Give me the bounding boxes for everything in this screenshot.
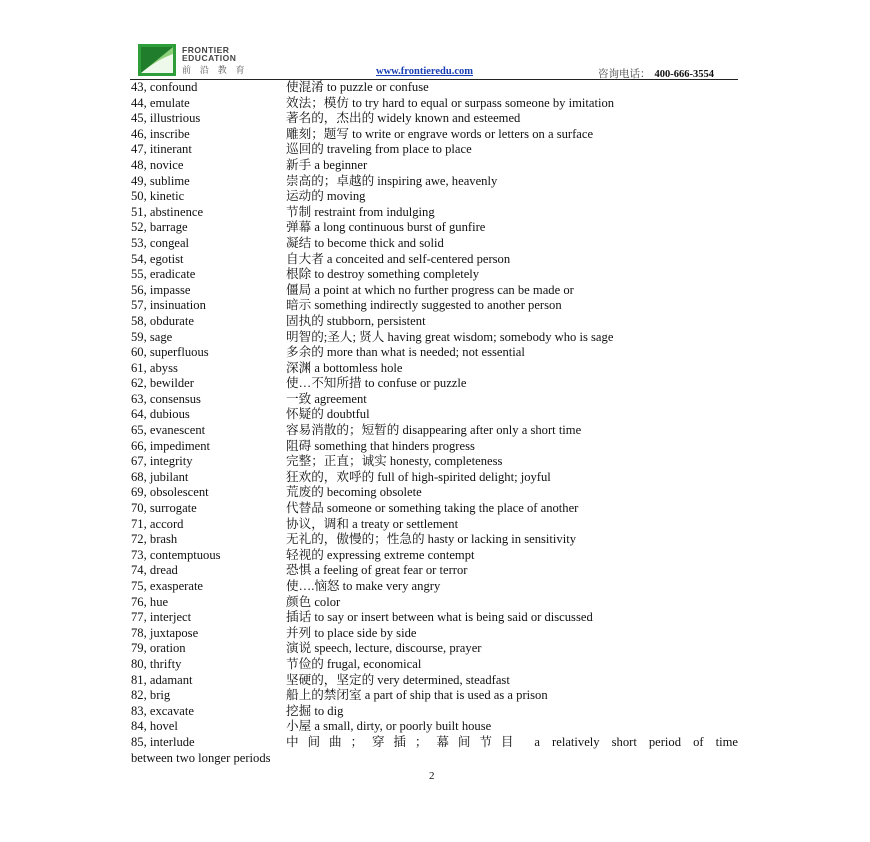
frontier-education-logo [138,44,310,76]
list-item [131,252,739,268]
list-item [131,314,739,330]
list-item [131,610,739,626]
entry-definition: 雕刻；题写 to write or engrave words or letters on a surface [286,126,594,141]
entry-word: 68, jubilant [131,469,189,484]
entry-word: 60, superfluous [131,345,209,360]
entry-word: 46, inscribe [131,126,190,141]
entry-word: 78, juxtapose [131,625,199,640]
entry-definition: 无礼的，傲慢的；性急的 hasty or lacking in sensitivity [286,532,576,547]
list-item [131,330,739,346]
entry-definition: 节俭的 frugal, economical [286,656,422,671]
entry-definition: 著名的，杰出的 widely known and esteemed [286,111,521,126]
list-item [131,595,739,611]
entry-word: 83, excavate [131,703,194,718]
entry-word: 67, integrity [131,454,193,469]
list-item [131,485,739,501]
list-item [131,548,739,564]
entry-word: 77, interject [131,610,192,625]
entry-word: 74, dread [131,563,178,578]
entry-definition: 凝结 to become thick and solid [286,235,444,250]
entry-definition: 崇高的；卓越的 inspiring awe, heavenly [286,173,498,188]
entry-definition: 明智的;圣人; 贤人 having great wisdom; somebody who is sage [286,329,614,344]
entry-definition: 船上的禁闭室 a part of ship that is used as a prison [286,688,548,703]
list-item [131,470,739,486]
entry-word: 85, interlude [131,734,195,749]
entry-word: 61, abyss [131,360,178,375]
entry-definition: 新手 a beginner [286,157,368,172]
entry-word: 84, hovel [131,719,178,734]
entry-word: 55, eradicate [131,267,196,282]
entry-definition: 代替品 someone or something taking the place of another [286,501,579,516]
entry-word: 64, dubious [131,407,190,422]
entry-definition: 完整；正直；诚实 honesty, completeness [286,454,503,469]
list-item [131,174,739,190]
list-item [131,688,739,704]
entry-definition: 协议，调和 a treaty or settlement [286,516,459,531]
entry-word: 72, brash [131,532,178,547]
entry-word: 58, obdurate [131,313,194,328]
entry-word: 49, sublime [131,173,190,188]
entry-definition: 使….恼怒 to make very angry [286,579,441,593]
list-item [131,111,739,127]
list-item [131,454,739,470]
entry-definition: 阻碍 something that hinders progress [286,438,475,453]
entry-word: 47, itinerant [131,142,192,157]
entry-definition: 怀疑的 doubtful [286,407,370,422]
entry-definition: 坚硬的，坚定的 very determined, steadfast [286,672,510,687]
brand-name [182,46,236,62]
list-item [131,80,739,96]
entry-word: 50, kinetic [131,189,185,204]
list-item [131,189,739,205]
list-item [131,158,739,174]
entry-definition: 弹幕 a long continuous burst of gunfire [286,220,486,235]
entry-word: 73, contemptuous [131,547,221,562]
phone-label: 咨询电话： [598,69,651,80]
entry-word: 65, evanescent [131,423,206,438]
list-item [131,673,739,689]
list-item [131,532,739,548]
entry-word: 81, adamant [131,672,193,687]
list-item [131,517,739,533]
entry-definition: 中间曲；穿插；幕间节目 a relatively short period of time [286,734,738,749]
entry-definition: 小屋 a small, dirty, or poorly built house [286,719,492,734]
list-item [131,361,739,377]
entry-word: 43, confound [131,80,198,94]
list-item [131,142,739,158]
entry-definition: 荒废的 becoming obsolete [286,485,422,500]
list-item [131,407,739,423]
entry-definition: 一致 agreement [286,391,367,406]
brand-name-chinese: 前 沿 教 育 [182,66,248,76]
list-item [131,96,739,112]
entry-definition: 节制 restraint from indulging [286,204,435,219]
entry-word: 76, hue [131,594,169,609]
list-item [131,423,739,439]
entry-word: 70, surrogate [131,501,197,516]
entry-definition: 根除 to destroy something completely [286,267,480,282]
entry-word: 62, bewilder [131,376,194,391]
entry-word: 75, exasperate [131,579,204,593]
list-item [131,205,739,221]
brand-name-line1: FRONTIER [182,45,230,55]
entry-definition: 颜色 color [286,594,341,609]
entry-word: 56, impasse [131,282,191,297]
entry-definition: 多余的 more than what is needed; not essential [286,345,525,360]
entry-word: 52, barrage [131,220,188,235]
list-item [131,376,739,392]
entry-word: 82, brig [131,688,171,703]
list-item [131,563,739,579]
entry-definition: 运动的 moving [286,189,366,204]
entry-definition: 容易消散的；短暂的 disappearing after only a short time [286,423,582,438]
entry-word: 45, illustrious [131,111,201,126]
list-item [131,267,739,283]
phone-number: 400-666-3554 [654,69,714,80]
list-item [131,127,739,143]
entry-definition: 深渊 a bottomless hole [286,360,403,375]
list-item [131,220,739,236]
list-item [131,345,739,361]
list-item [131,626,739,642]
vocabulary-list [131,80,739,766]
entry-definition: 狂欢的，欢呼的 full of high-spirited delight; joyful [286,469,551,484]
list-item [131,283,739,299]
entry-definition: 并列 to place side by side [286,625,417,640]
entry-definition: 暗示 something indirectly suggested to another person [286,298,562,313]
list-item [131,579,739,595]
list-item [131,719,739,735]
list-item [131,236,739,252]
entry-word: 48, novice [131,157,184,172]
entry-word: 71, accord [131,516,184,531]
entry-word: 51, abstinence [131,204,204,219]
entry-word: 63, consensus [131,391,201,406]
entry-word: 66, impediment [131,438,211,453]
entry-definition: 插话 to say or insert between what is being said or discussed [286,610,593,625]
entry-definition: 固执的 stubborn, persistent [286,313,426,328]
entry-definition: 演说 speech, lecture, discourse, prayer [286,641,482,656]
entry-definition: 巡回的 traveling from place to place [286,142,472,157]
entry-definition-continuation: between two longer periods [131,750,271,765]
list-item [131,657,739,673]
entry-word: 80, thrifty [131,656,182,671]
entry-definition: 挖掘 to dig [286,703,344,718]
website-link[interactable]: www.frontieredu.com [376,66,474,77]
entry-definition: 效法；模仿 to try hard to equal or surpass someone by imitation [286,95,615,110]
entry-word: 54, egotist [131,251,184,266]
page-number: 2 [429,770,435,782]
list-item [131,735,739,766]
brand-name-line2: EDUCATION [182,53,237,63]
entry-word: 79, oration [131,641,186,656]
entry-definition: 恐惧 a feeling of great fear or terror [286,563,468,578]
list-item [131,392,739,408]
list-item [131,439,739,455]
entry-word: 44, emulate [131,95,190,110]
entry-definition: 使…不知所措 to confuse or puzzle [286,376,467,391]
list-item [131,298,739,314]
entry-word: 53, congeal [131,235,190,250]
entry-word: 57, insinuation [131,298,206,313]
logo-mark-icon [138,44,176,76]
list-item [131,501,739,517]
entry-word: 69, obsolescent [131,485,209,500]
entry-definition: 僵局 a point at which no further progress can be made or [286,282,574,297]
entry-definition: 轻视的 expressing extreme contempt [286,547,475,562]
entry-definition: 使混淆 to puzzle or confuse [286,80,429,94]
entry-definition: 自大者 a conceited and self-centered person [286,251,511,266]
list-item [131,641,739,657]
list-item [131,704,739,720]
entry-word: 59, sage [131,329,173,344]
